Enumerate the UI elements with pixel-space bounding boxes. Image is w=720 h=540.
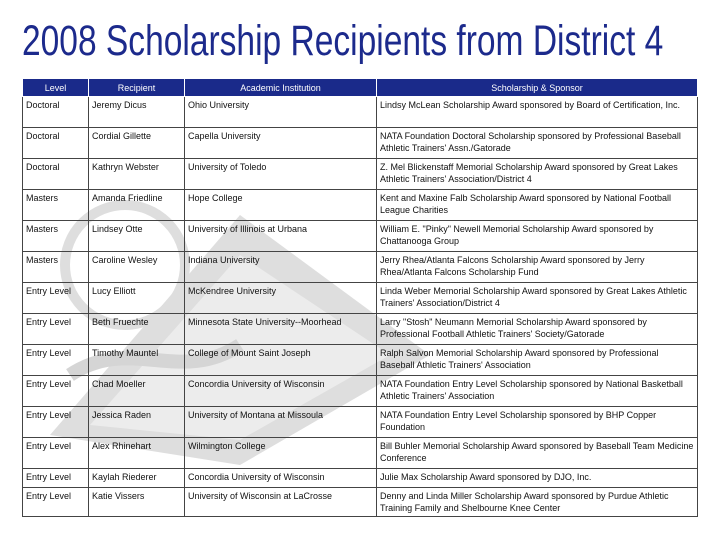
table-row: [23, 407, 698, 438]
cell-level: Entry Level: [23, 407, 89, 438]
cell-sponsor: Kent and Maxine Falb Scholarship Award sponsored by National Football League Charities: [377, 190, 698, 221]
cell-recipient: Jeremy Dicus: [89, 97, 185, 128]
cell-recipient: Chad Moeller: [89, 376, 185, 407]
scholarship-table: [22, 78, 698, 517]
cell-level: Entry Level: [23, 469, 89, 488]
table-row: [23, 314, 698, 345]
table-row: [23, 97, 698, 128]
cell-institution: Hope College: [185, 190, 377, 221]
cell-level: Masters: [23, 221, 89, 252]
table-row: [23, 438, 698, 469]
table-header-row: [23, 79, 698, 97]
cell-recipient: Kaylah Riederer: [89, 469, 185, 488]
cell-institution: McKendree University: [185, 283, 377, 314]
table-row: [23, 345, 698, 376]
cell-recipient: Caroline Wesley: [89, 252, 185, 283]
table-row: [23, 488, 698, 517]
cell-institution: Minnesota State University--Moorhead: [185, 314, 377, 345]
cell-level: Entry Level: [23, 283, 89, 314]
cell-recipient: Timothy Mauntel: [89, 345, 185, 376]
cell-recipient: Katie Vissers: [89, 488, 185, 517]
table-row: [23, 252, 698, 283]
cell-level: Masters: [23, 190, 89, 221]
table-row: [23, 128, 698, 159]
cell-institution: University of Montana at Missoula: [185, 407, 377, 438]
cell-sponsor: William E. "Pinky" Newell Memorial Scholarship Award sponsored by Chattanooga Group: [377, 221, 698, 252]
header-sponsor: Scholarship & Sponsor: [377, 79, 698, 97]
cell-level: Entry Level: [23, 488, 89, 517]
cell-sponsor: NATA Foundation Doctoral Scholarship sponsored by Professional Baseball Athletic Trainers' Assn./Gatorade: [377, 128, 698, 159]
cell-level: Doctoral: [23, 97, 89, 128]
table-row: [23, 159, 698, 190]
cell-recipient: Lindsey Otte: [89, 221, 185, 252]
cell-sponsor: Larry "Stosh" Neumann Memorial Scholarship Award sponsored by Professional Football Athletic Trainers' Society/Gatorade: [377, 314, 698, 345]
cell-level: Entry Level: [23, 314, 89, 345]
cell-level: Entry Level: [23, 376, 89, 407]
cell-institution: Concordia University of Wisconsin: [185, 376, 377, 407]
cell-institution: Indiana University: [185, 252, 377, 283]
cell-institution: Ohio University: [185, 97, 377, 128]
cell-sponsor: Linda Weber Memorial Scholarship Award sponsored by Great Lakes Athletic Trainers' Association/District 4: [377, 283, 698, 314]
cell-recipient: Beth Fruechte: [89, 314, 185, 345]
cell-institution: Capella University: [185, 128, 377, 159]
page-title: 2008 Scholarship Recipients from District 4: [22, 17, 664, 65]
cell-level: Entry Level: [23, 345, 89, 376]
table-row: [23, 376, 698, 407]
cell-sponsor: Jerry Rhea/Atlanta Falcons Scholarship Award sponsored by Jerry Rhea/Atlanta Falcons Scholarship Fund: [377, 252, 698, 283]
cell-sponsor: Ralph Salvon Memorial Scholarship Award sponsored by Professional Baseball Athletic Trainers' Association: [377, 345, 698, 376]
cell-recipient: Cordial Gillette: [89, 128, 185, 159]
cell-institution: University of Toledo: [185, 159, 377, 190]
cell-institution: College of Mount Saint Joseph: [185, 345, 377, 376]
header-recipient: Recipient: [89, 79, 185, 97]
header-institution: Academic Institution: [185, 79, 377, 97]
cell-sponsor: Lindsy McLean Scholarship Award sponsored by Board of Certification, Inc.: [377, 97, 698, 128]
cell-level: Entry Level: [23, 438, 89, 469]
table-row: [23, 190, 698, 221]
cell-institution: Wilmington College: [185, 438, 377, 469]
cell-recipient: Amanda Friedline: [89, 190, 185, 221]
cell-sponsor: Z. Mel Blickenstaff Memorial Scholarship Award sponsored by Great Lakes Athletic Trainers' Association/District 4: [377, 159, 698, 190]
table-row: [23, 469, 698, 488]
cell-recipient: Alex Rhinehart: [89, 438, 185, 469]
cell-level: Doctoral: [23, 159, 89, 190]
cell-institution: University of Wisconsin at LaCrosse: [185, 488, 377, 517]
table-row: [23, 283, 698, 314]
cell-institution: Concordia University of Wisconsin: [185, 469, 377, 488]
cell-recipient: Lucy Elliott: [89, 283, 185, 314]
table-row: [23, 221, 698, 252]
cell-recipient: Kathryn Webster: [89, 159, 185, 190]
cell-sponsor: NATA Foundation Entry Level Scholarship sponsored by National Basketball Athletic Trainers' Association: [377, 376, 698, 407]
cell-sponsor: Julie Max Scholarship Award sponsored by DJO, Inc.: [377, 469, 698, 488]
cell-sponsor: Bill Buhler Memorial Scholarship Award sponsored by Baseball Team Medicine Conference: [377, 438, 698, 469]
cell-institution: University of Illinois at Urbana: [185, 221, 377, 252]
cell-level: Masters: [23, 252, 89, 283]
cell-sponsor: NATA Foundation Entry Level Scholarship sponsored by BHP Copper Foundation: [377, 407, 698, 438]
cell-sponsor: Denny and Linda Miller Scholarship Award sponsored by Purdue Athletic Training Family and Shelbourne Knee Center: [377, 488, 698, 517]
cell-recipient: Jessica Raden: [89, 407, 185, 438]
cell-level: Doctoral: [23, 128, 89, 159]
header-level: Level: [23, 79, 89, 97]
